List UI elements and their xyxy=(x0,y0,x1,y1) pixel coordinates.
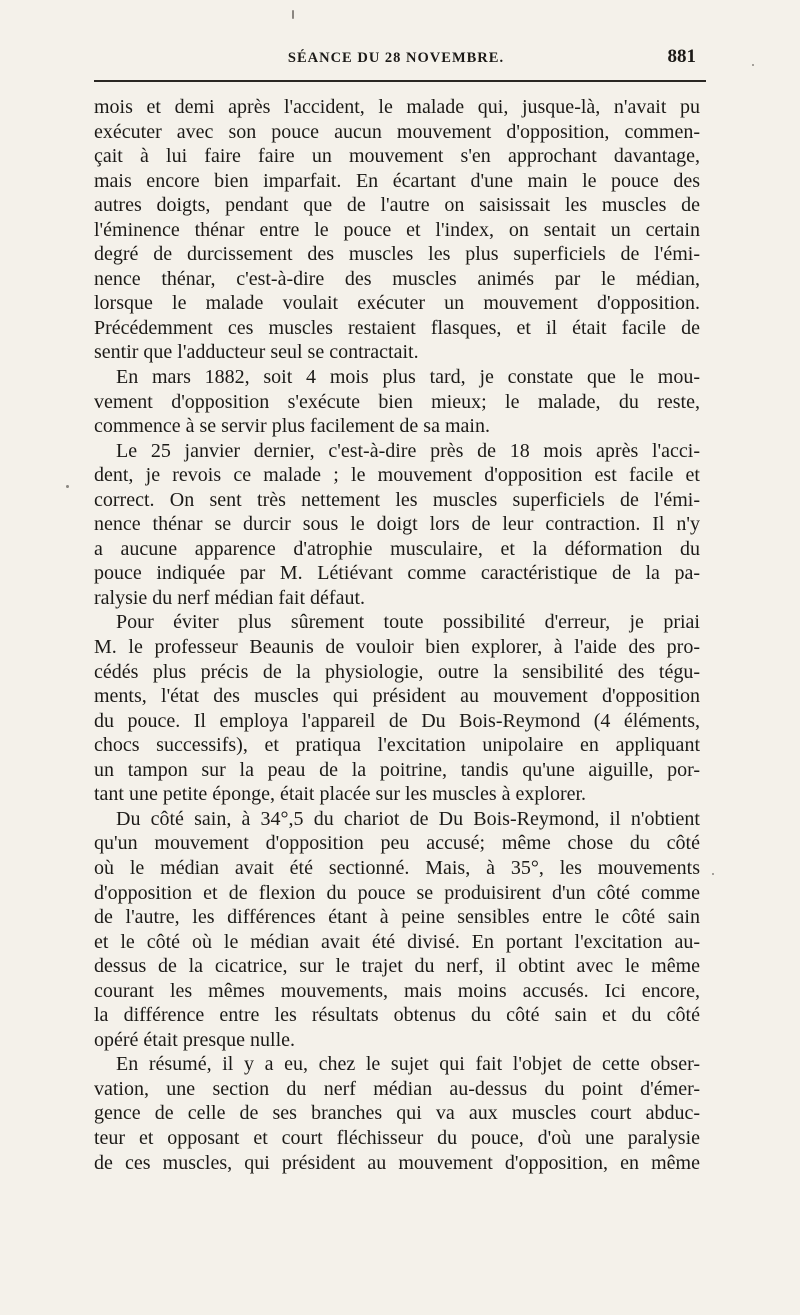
text-line: nence thénar, c'est-à-dire des muscles animés par le médian, xyxy=(94,267,700,290)
text-line: En mars 1882, soit 4 mois plus tard, je constate que le mou- xyxy=(116,366,700,389)
running-head xyxy=(94,48,698,72)
body-text xyxy=(94,95,700,1175)
text-line: lorsque le malade voulait exécuter un mouvement d'opposition. xyxy=(94,292,700,315)
text-line: çait à lui faire faire un mouvement s'en approchant davantage, xyxy=(94,145,700,168)
text-line: de l'autre, les différences étant à peine sensibles entre le côté sain xyxy=(94,906,700,929)
text-line: chocs successifs), et pratiqua l'excitation unipolaire en appliquant xyxy=(94,734,700,757)
text-line: tant une petite éponge, était placée sur les muscles à explorer. xyxy=(94,783,587,806)
paragraph xyxy=(94,1052,700,1175)
text-line: pouce indiquée par M. Létiévant comme caractéristique de la pa- xyxy=(94,562,700,585)
text-line: nence thénar se durcir sous le doigt lors de leur contraction. Il n'y xyxy=(94,513,700,536)
text-line: et le côté où le médian avait été divisé. En portant l'excitation au- xyxy=(94,930,700,953)
text-line: autres doigts, pendant que de l'autre on saisissait les muscles de xyxy=(94,194,700,217)
text-line: commence à se servir plus facilement de sa main. xyxy=(94,415,490,438)
text-line: d'opposition et de flexion du pouce se produisirent d'un côté comme xyxy=(94,881,700,904)
text-line: du pouce. Il employa l'appareil de Du Bois-Reymond (4 éléments, xyxy=(94,709,700,732)
page-number: 881 xyxy=(667,46,696,67)
text-line: correct. On sent très nettement les muscles superficiels de l'émi- xyxy=(94,488,700,511)
text-line: Du côté sain, à 34°,5 du chariot de Du Bois-Reymond, il n'obtient xyxy=(116,807,700,830)
text-line: degré de durcissement des muscles les plus superficiels de l'émi- xyxy=(94,243,700,266)
text-line: sentir que l'adducteur seul se contractait. xyxy=(94,341,419,364)
text-line: où le médian avait été sectionné. Mais, à 35°, les mouvements xyxy=(94,856,700,879)
text-line: mois et demi après l'accident, le malade qui, jusque-là, n'avait pu xyxy=(94,96,700,118)
text-line: mais encore bien imparfait. En écartant d'une main le pouce des xyxy=(94,169,700,192)
text-line: un tampon sur la peau de la poitrine, tandis qu'une aiguille, por- xyxy=(94,758,700,781)
paragraph xyxy=(94,807,700,1052)
text-line: courant les mêmes mouvements, mais moins accusés. Ici encore, xyxy=(94,979,700,1002)
text-line: vation, une section du nerf médian au-dessus du point d'émer- xyxy=(94,1077,700,1100)
text-line: a aucune apparence d'atrophie musculaire, et la déformation du xyxy=(94,537,700,560)
text-line: l'éminence thénar entre le pouce et l'index, on sentait un certain xyxy=(94,218,700,241)
text-line: M. le professeur Beaunis de vouloir bien explorer, à l'aide des pro- xyxy=(94,636,700,659)
paper-speck xyxy=(292,10,294,19)
text-line: dessus de la cicatrice, sur le trajet du nerf, il obtint avec le même xyxy=(94,955,700,978)
text-line: teur et opposant et court fléchisseur du pouce, d'où une paralysie xyxy=(94,1126,700,1149)
paragraph xyxy=(94,365,700,439)
text-line: exécuter avec son pouce aucun mouvement d'opposition, commen- xyxy=(94,120,700,143)
paper-speck xyxy=(752,64,754,66)
paragraph xyxy=(94,439,700,611)
paper-speck xyxy=(66,485,69,488)
text-line: Pour éviter plus sûrement toute possibilité d'erreur, je priai xyxy=(116,611,700,634)
paragraph xyxy=(94,95,700,365)
paragraph xyxy=(94,610,700,806)
text-line: la différence entre les résultats obtenus du côté sain et du côté xyxy=(94,1004,700,1027)
running-title: SÉANCE DU 28 NOVEMBRE. xyxy=(287,50,505,66)
text-line: En résumé, il y a eu, chez le sujet qui fait l'objet de cette obser- xyxy=(116,1053,700,1076)
header-rule xyxy=(94,80,706,82)
text-line: qu'un mouvement d'opposition peu accusé; même chose du côté xyxy=(94,832,700,855)
text-line: opéré était presque nulle. xyxy=(94,1028,296,1051)
text-line: ments, l'état des muscles qui président au mouvement d'opposition xyxy=(94,685,700,708)
text-line: vement d'opposition s'exécute bien mieux; le malade, du reste, xyxy=(94,390,700,413)
text-line: de ces muscles, qui président au mouvement d'opposition, en même xyxy=(94,1151,700,1174)
text-line: dent, je revois ce malade ; le mouvement d'opposition est facile et xyxy=(94,464,700,487)
text-line: Précédemment ces muscles restaient flasques, et il était facile de xyxy=(94,316,700,339)
text-line: cédés plus précis de la physiologie, outre la sensibilité des tégu- xyxy=(94,660,700,683)
text-line: ralysie du nerf médian fait défaut. xyxy=(94,586,365,609)
text-line: Le 25 janvier dernier, c'est-à-dire près de 18 mois après l'acci- xyxy=(116,439,700,462)
text-line: gence de celle de ses branches qui va aux muscles court abduc- xyxy=(94,1102,700,1125)
paper-speck xyxy=(712,873,714,875)
